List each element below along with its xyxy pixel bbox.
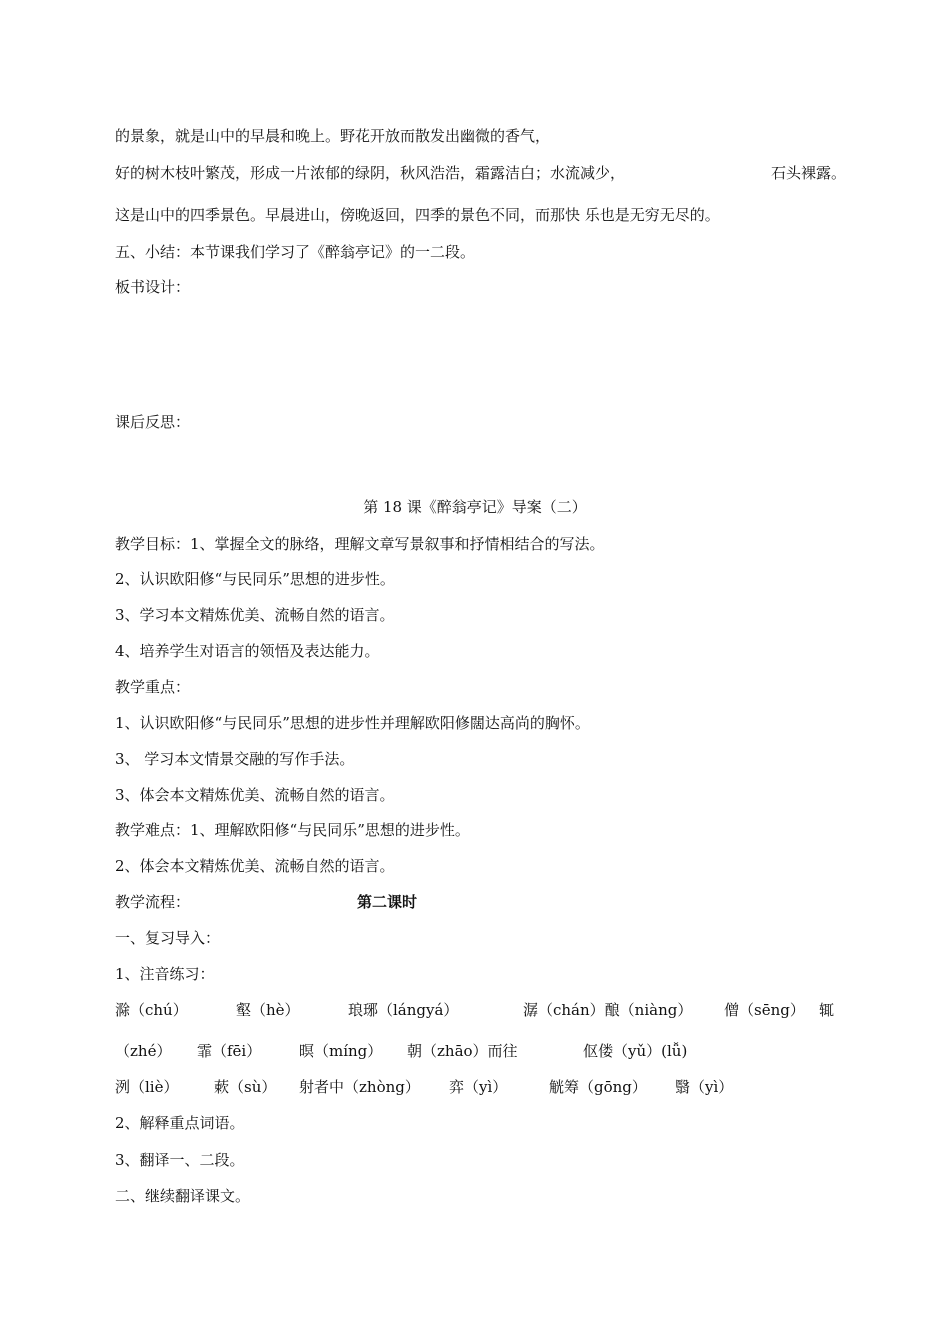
difficulty-line: 教学难点：1、理解欧阳修“与民同乐”思想的进步性。 [115,821,470,839]
pinyin-item: 蔌（sù） [214,1078,277,1096]
pinyin-item: 辄 [819,1001,835,1019]
goal-line: 3、学习本文精炼优美、流畅自然的语言。 [115,606,395,624]
board-design-label: 板书设计： [115,278,191,296]
difficulty-line: 2、体会本文精炼优美、流畅自然的语言。 [115,857,395,875]
pinyin-item: 琅琊（lángyá） [348,1001,459,1019]
goal-line: 教学目标：1、掌握全文的脉络，理解文章写景叙事和抒情相结合的写法。 [115,535,605,553]
reflection-label: 课后反思： [115,413,191,431]
step-line: 2、解释重点词语。 [115,1114,245,1132]
pinyin-item: 僧（sēng） [724,1001,805,1019]
pinyin-item: （zhé） [115,1042,172,1060]
summary-line: 五、小结：本节课我们学习了《醉翁亭记》的一二段。 [115,243,476,261]
flow-label: 教学流程： [115,893,191,911]
paragraph-line: 的景象，就是山中的早晨和晚上。野花开放而散发出幽微的香气， [115,127,551,145]
pinyin-item: 壑（hè） [236,1001,300,1019]
focus-line: 3、 学习本文情景交融的写作手法。 [115,750,355,768]
pinyin-item: 滁（chú） [115,1001,188,1019]
pinyin-item: 霏（fēi） [197,1042,262,1060]
pinyin-item: 潺（chán）酿（niàng） [523,1001,693,1019]
focus-label: 教学重点： [115,678,191,696]
pinyin-item: 朝（zhāo）而往 [407,1042,518,1060]
pinyin-item: 伛偻（yǔ）(lǚ) [583,1042,688,1060]
review-heading: 一、复习导入： [115,929,221,947]
goal-line: 4、培养学生对语言的领悟及表达能力。 [115,642,380,660]
paragraph-line: 这是山中的四季景色。早晨进山，傍晚返回，四季的景色不同，而那快 乐也是无穷无尽的。 [115,206,720,224]
section-heading: 二、继续翻译课文。 [115,1187,251,1205]
paragraph-line-tail: 石头裸露。 [771,164,847,182]
pinyin-item: 暝（míng） [299,1042,383,1060]
pinyin-item: 觥筹（gōng） [549,1078,647,1096]
goal-line: 2、认识欧阳修“与民同乐”思想的进步性。 [115,570,395,588]
focus-line: 1、认识欧阳修“与民同乐”思想的进步性并理解欧阳修闊达高尚的胸怀。 [115,714,590,732]
period-heading: 第二课时 [357,893,418,911]
pinyin-item: 洌（liè） [115,1078,179,1096]
pinyin-item: 弈（yì） [449,1078,508,1096]
pinyin-item: 翳（yì） [675,1078,734,1096]
step-line: 3、翻译一、二段。 [115,1151,245,1169]
pinyin-item: 射者中（zhòng） [299,1078,420,1096]
lesson-title: 第 18 课《醉翁亭记》导案（二） [363,498,587,516]
focus-line: 3、体会本文精炼优美、流畅自然的语言。 [115,786,395,804]
paragraph-line: 好的树木枝叶繁茂，形成一片浓郁的绿阴，秋风浩浩，霜露洁白；水流减少， [115,164,626,182]
pinyin-label: 1、注音练习： [115,965,215,983]
